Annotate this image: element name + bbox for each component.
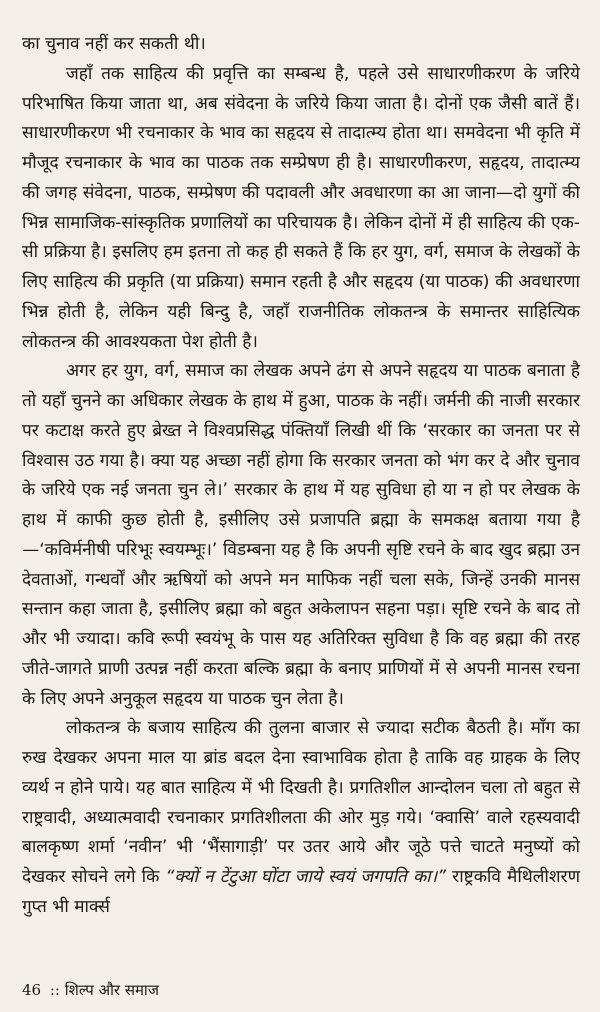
paragraph-lekhak-pathak: अगर हर युग, वर्ग, समाज का लेखक अपने ढंग से अपने सहृदय या पाठक बनाता है तो यहाँ चुनने का अधिकार लेखक के हाथ में हुआ, पाठक के नहीं। जर्मनी की नाजी सरकार पर कटाक्ष करते हुए ब्रेख्त ने विश्वप्रसिद्ध पंक्तियाँ लिखी थीं कि ‘सरकार का जनता पर से विश्वास उठ गया है। क्या यह अच्छा नहीं होगा कि सरकार जनता को भंग कर दे और चुनाव के जरिये एक नई जनता चुन ले।’ सरकार के हाथ में यह सुविधा हो या न हो पर लेखक के हाथ में काफी कुछ होती है, इसीलिए उसे प्रजापति ब्रह्मा के समकक्ष बताया गया है—‘कविर्मनीषी परिभूः स्वयम्भूः।’ विडम्बना यह है कि अपनी सृष्टि रचने के बाद खुद ब्रह्मा उन देवताओं, गन्धर्वों और ऋषियों को अपने मन माफिक नहीं चला सके, जिन्हें उनकी मानस सन्तान कहा जाता है, इसीलिए ब्रह्मा को बहुत अकेलापन सहना पड़ा। सृष्टि रचने के बाद तो और भी ज्यादा। कवि रूपी स्वयंभू के पास यह अतिरिक्त सुविधा है कि वह ब्रह्मा की तरह जीते-जागते प्राणी उत्पन्न नहीं करता बल्कि ब्रह्मा के बनाए प्राणियों में से अपनी मानस रचना के लिए अपने अनुकूल सहृदय या पाठक चुन लेता है। bbox=[22, 361, 580, 709]
footer-separator: :: bbox=[49, 981, 60, 999]
page-number: 46 bbox=[22, 981, 42, 999]
paragraph-continuation: का चुनाव नहीं कर सकती थी। bbox=[22, 34, 206, 54]
paragraph-sahitya-pravritti: जहाँ तक साहित्य की प्रवृत्ति का सम्बन्ध है, पहले उसे साधारणीकरण के जरिये परिभाषित किया जाता था, अब संवेदना के जरिये किया जाता है। दोनों एक जैसी बातें हैं। साधारणीकरण भी रचनाकार के भाव का सहृदय से तादात्म्य होता था। समवेदना भी कृति में मौजूद रचनाकार के भाव का पाठक तक सम्प्रेषण ही है। साधारणीकरण, सहृदय, तादात्म्य की जगह संवेदना, पाठक, सम्प्रेषण की पदावली और अवधारणा का आ जाना—दो युगों की भिन्न सामाजिक-सांस्कृतिक प्रणालियों का परिचायक है। लेकिन दोनों में ही साहित्य की एक-सी प्रक्रिया है। इसलिए हम इतना तो कह ही सकते हैं कि हर युग, वर्ग, समाज के लेखकों के लिए साहित्य की प्रकृति (या प्रक्रिया) समान रहती है और सहृदय (या पाठक) की अवधारणा भिन्न होती है, लेकिन यही बिन्दु है, जहाँ राजनीतिक लोकतन्त्र के समान्तर साहित्यिक लोकतन्त्र की आवश्यकता पेश होती है। bbox=[22, 63, 580, 352]
paragraph-bazaar-tail: राष्ट्रकवि मैथिलीशरण गुप्त भी मार्क्स bbox=[22, 867, 580, 917]
paragraph-bazaar-text: लोकतन्त्र के बजाय साहित्य की तुलना बाजार से ज्यादा सटीक बैठती है। माँग का रुख देखकर अपना माल या ब्रांड बदल देना स्वाभाविक होता है ताकि वह ग्राहक के लिए व्यर्थ न होने पाये। यह बात साहित्य में भी दिखती है। प्रगतिशील आन्दोलन चला तो बहुत से राष्ट्रवादी, अध्यात्मवादी रचनाकार प्रगतिशीलता की ओर मुड़ गये। ‘क्वासि’ वाले रहस्यवादी बालकृष्ण शर्मा ‘नवीन’ भी ‘भैंसागाड़ी’ पर उतर आये और जूठे पत्ते चाटते मनुष्यों को देखकर सोचने लगे कि bbox=[22, 718, 580, 887]
quote-italic: “क्यों न टेंटुआ घोंटा जाये स्वयं जगपति का।” bbox=[165, 867, 447, 887]
page-footer bbox=[22, 980, 159, 1000]
book-title: शिल्प और समाज bbox=[64, 981, 159, 999]
paragraph-bazaar bbox=[22, 714, 580, 922]
